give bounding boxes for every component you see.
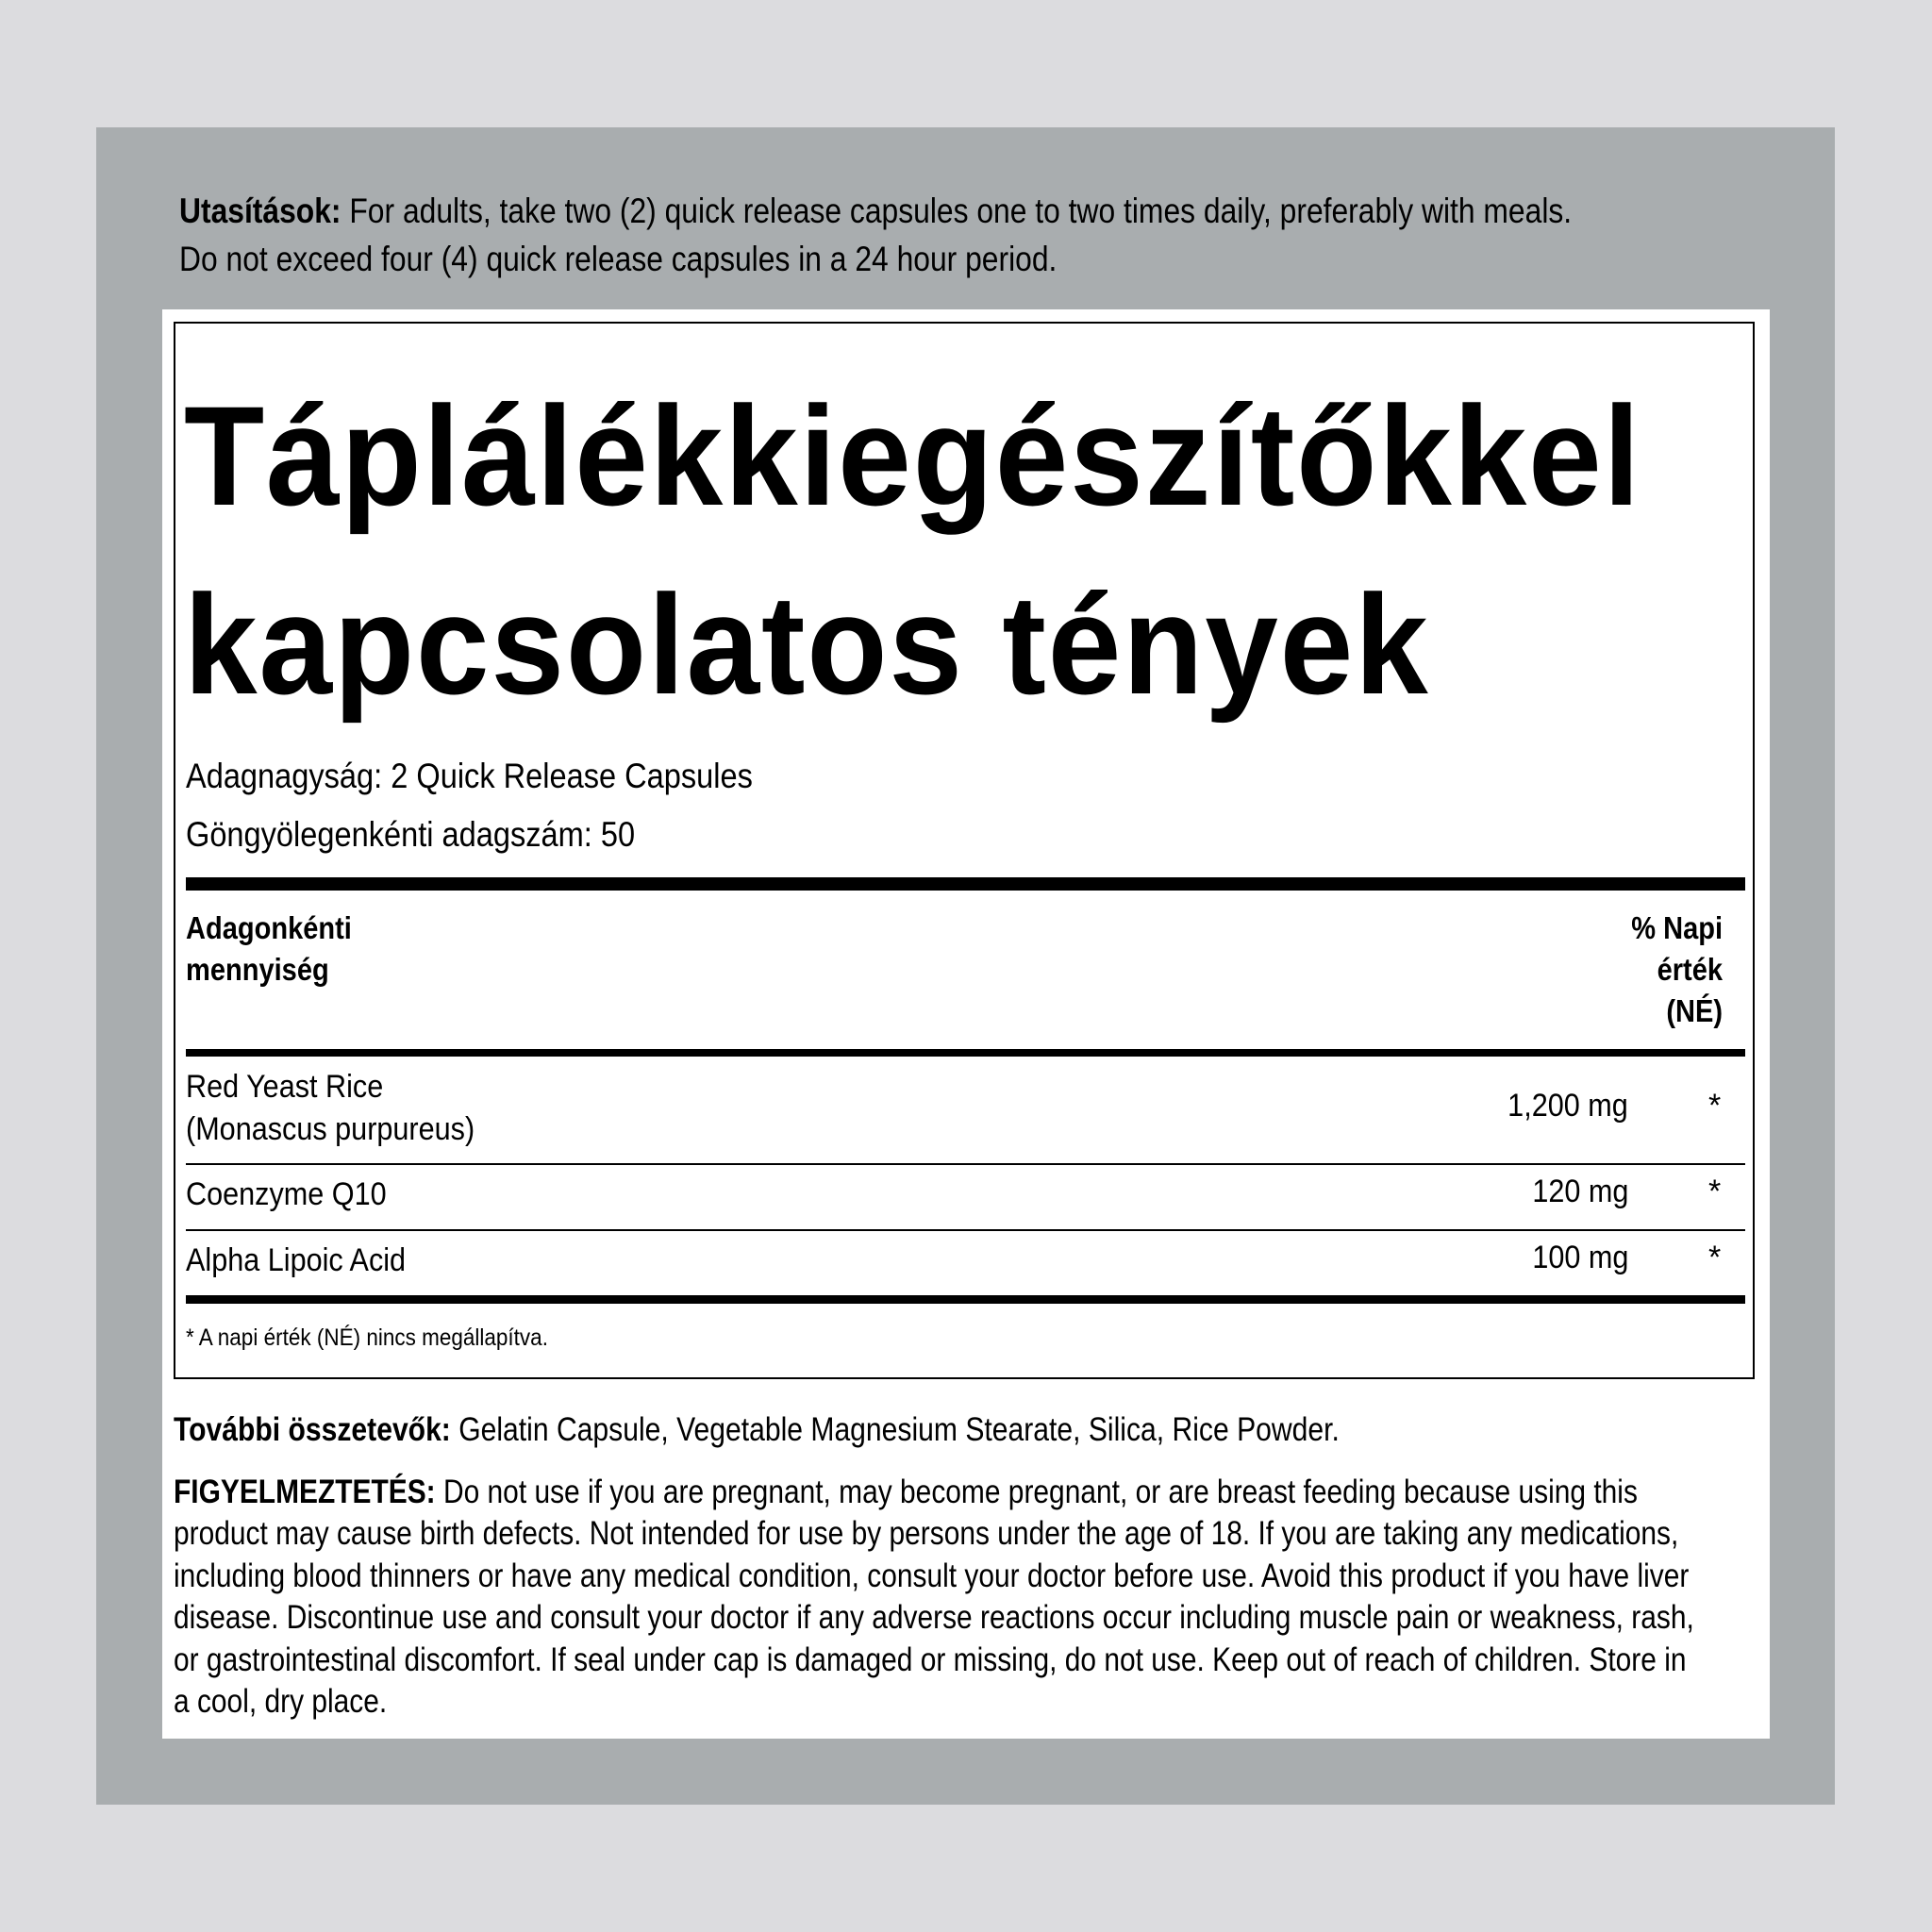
dv-header-line-1: % Napi xyxy=(1631,910,1723,945)
ingredient-dv-red-yeast-rice: * xyxy=(1708,1088,1722,1124)
servings-per-container: Göngyölegenkénti adagszám: 50 xyxy=(186,815,636,854)
warning-line-2: product may cause birth defects. Not intended for use by persons under the age of 18. If you are taking any medications, xyxy=(174,1515,1679,1553)
warning-label: FIGYELMEZTETÉS: xyxy=(174,1474,436,1510)
amount-per-serving-header xyxy=(186,908,352,991)
ingredient-name-line-1: Red Yeast Rice xyxy=(186,1069,384,1105)
ingredient-amount-alpha-lipoic-acid: 100 mg xyxy=(1531,1240,1628,1275)
warning-line-5: or gastrointestinal discomfort. If seal under cap is damaged or missing, do not use. Keep out of reach of children. Store in xyxy=(174,1641,1687,1678)
ingredient-dv-alpha-lipoic-acid: * xyxy=(1708,1240,1722,1275)
ingredient-name-line-2: (Monascus purpureus) xyxy=(186,1111,475,1147)
daily-value-header xyxy=(1631,908,1723,1032)
warning-line-6: a cool, dry place. xyxy=(174,1683,388,1721)
ingredient-amount-coenzyme-q10: 120 mg xyxy=(1531,1174,1628,1209)
serving-size: Adagnagyság: 2 Quick Release Capsules xyxy=(186,757,753,795)
warning-text xyxy=(174,1472,1751,1723)
directions-text xyxy=(179,187,1573,283)
supplement-facts-title xyxy=(184,361,1641,739)
title-line-2: kapcsolatos tények xyxy=(184,565,1430,724)
dv-header-line-2: érték xyxy=(1657,952,1723,987)
thick-divider-top xyxy=(186,877,1745,891)
directions-line-1: For adults, take two (2) quick release capsules one to two times daily, preferably with meals. xyxy=(349,192,1573,230)
amount-header-line-2: mennyiség xyxy=(186,952,329,987)
directions-line-2: Do not exceed four (4) quick release capsules in a 24 hour period. xyxy=(179,240,1058,278)
ingredient-name-red-yeast-rice xyxy=(186,1066,475,1151)
directions-label: Utasítások: xyxy=(179,192,341,230)
ingredient-dv-coenzyme-q10: * xyxy=(1708,1174,1722,1209)
row-divider xyxy=(186,1229,1745,1231)
ingredient-amount-red-yeast-rice: 1,200 mg xyxy=(1507,1088,1628,1124)
title-line-1: Táplálékkiegészítőkkel xyxy=(184,376,1642,535)
other-ingredients-label: További összetevők: xyxy=(174,1411,451,1448)
warning-line-3: including blood thinners or have any medical condition, consult your doctor before use. Avoid this product if you have liver xyxy=(174,1557,1690,1594)
row-divider xyxy=(186,1163,1745,1165)
dv-header-line-3: (NÉ) xyxy=(1666,993,1723,1028)
warning-line-1: Do not use if you are pregnant, may become pregnant, or are breast feeding because using this xyxy=(442,1474,1638,1510)
medium-divider xyxy=(186,1049,1745,1057)
ingredient-name-alpha-lipoic-acid: Alpha Lipoic Acid xyxy=(186,1242,407,1278)
amount-header-line-1: Adagonkénti xyxy=(186,910,352,945)
warning-line-4: disease. Discontinue use and consult your doctor if any adverse reactions occur including muscle pain or weakness, rash, xyxy=(174,1599,1694,1637)
daily-value-footnote: * A napi érték (NÉ) nincs megállapítva. xyxy=(186,1324,548,1351)
thick-divider-bottom xyxy=(186,1295,1745,1304)
ingredient-name-coenzyme-q10: Coenzyme Q10 xyxy=(186,1176,387,1212)
other-ingredients xyxy=(174,1411,1340,1449)
other-ingredients-text: Gelatin Capsule, Vegetable Magnesium Stearate, Silica, Rice Powder. xyxy=(458,1411,1340,1448)
